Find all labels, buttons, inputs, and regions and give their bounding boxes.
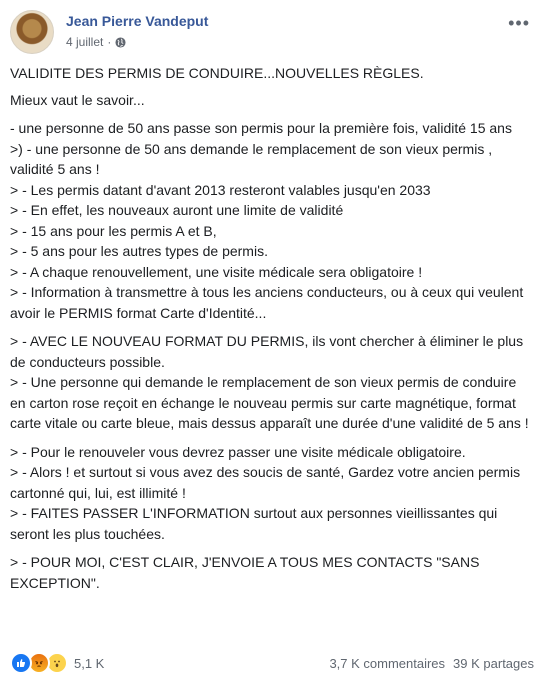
text-line: > - Pour le renouveler vous devrez passer une visite médicale obligatoire.	[10, 443, 466, 460]
shares-count[interactable]: 39 K partages	[453, 655, 534, 671]
post-footer	[10, 650, 534, 676]
reactions-summary[interactable]	[10, 652, 104, 674]
post-body	[10, 63, 534, 593]
author-name[interactable]: Jean Pierre Vandeput	[66, 13, 209, 29]
post-intro: Mieux vaut le savoir...	[10, 91, 145, 108]
post-meta	[66, 35, 126, 49]
post-title: VALIDITE DES PERMIS DE CONDUIRE...NOUVELLES RÈGLES.	[10, 65, 424, 81]
text-line: > - Alors ! et surtout si vous avez des soucis de santé, Gardez votre ancien permis cartonné qui, lui, est illimité !	[10, 464, 521, 501]
paragraph-1	[10, 118, 534, 323]
text-line: > - POUR MOI, C'EST CLAIR, J'ENVOIE A TOUS MES CONTACTS "SANS EXCEPTION".	[10, 554, 480, 591]
globe-icon[interactable]	[115, 37, 126, 48]
text-line: > - Les permis datant d'avant 2013 resteront valables jusqu'en 2033	[10, 181, 431, 198]
text-line: > - 5 ans pour les autres types de permis.	[10, 243, 268, 259]
paragraph-4	[10, 552, 534, 593]
text-line: > - FAITES PASSER L'INFORMATION surtout aux personnes vieillissantes qui seront les plus touchées.	[10, 505, 498, 542]
text-line: - une personne de 50 ans passe son permis pour la première fois, validité 15 ans	[10, 120, 512, 136]
paragraph-2	[10, 331, 534, 434]
like-icon	[10, 652, 32, 674]
text-line: > - A chaque renouvellement, une visite médicale sera obligatoire !	[10, 263, 423, 280]
text-line: >) - une personne de 50 ans demande le remplacement de son vieux permis , validité 5 ans !	[10, 140, 493, 177]
post-date[interactable]: 4 juillet	[66, 35, 104, 49]
more-options-icon[interactable]: •••	[508, 13, 530, 33]
text-line: > - Information à transmettre à tous les anciens conducteurs, ou à ceux qui veulent avoir le PERMIS format Carte d'Identité...	[10, 284, 524, 321]
avatar[interactable]	[10, 10, 54, 54]
text-line: > - 15 ans pour les permis A et B,	[10, 222, 217, 239]
meta-separator: ·	[107, 35, 112, 49]
reactions-count: 5,1 K	[74, 655, 105, 671]
text-line: > - AVEC LE NOUVEAU FORMAT DU PERMIS, ils vont chercher à éliminer le plus de conducteurs possible.	[10, 333, 524, 370]
comments-count[interactable]: 3,7 K commentaires	[329, 655, 446, 671]
post-header	[10, 10, 534, 56]
paragraph-3	[10, 442, 534, 545]
text-line: > - Une personne qui demande le remplacement de son vieux permis de conduire en carton rose reçoit en échange le nouveau permis sur carte magnétique, format carte vitale ou carte bleue, mais dessus apparaît une durée d'une validité de 5 ans !	[10, 374, 529, 431]
text-line: > - En effet, les nouveaux auront une limite de validité	[10, 202, 344, 218]
